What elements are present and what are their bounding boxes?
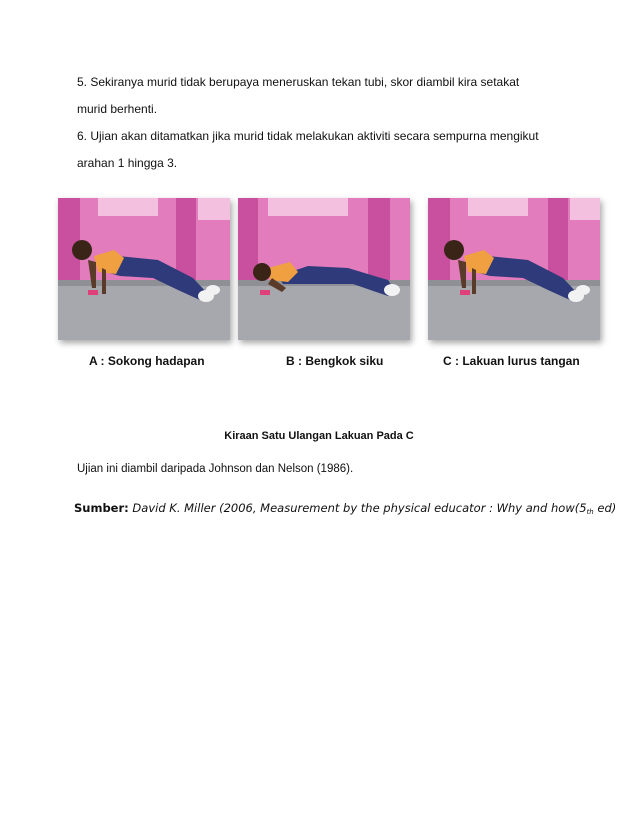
reference-line: Ujian ini diambil daripada Johnson dan Nelson (1986). <box>77 463 354 475</box>
photo-a-front-support <box>58 198 230 340</box>
source-label: Sumber: <box>74 501 129 515</box>
source-text-end: ed) <box>593 501 617 515</box>
instruction-5-line1: 5. Sekiranya murid tidak berupaya meneruskan tekan tubi, skor diambil kira setakat <box>77 75 520 89</box>
section-title: Kiraan Satu Ulangan Lakuan Pada C <box>224 430 414 442</box>
instruction-6-line2: arahan 1 hingga 3. <box>77 156 178 170</box>
caption-b: B : Bengkok siku <box>286 354 384 368</box>
source-superscript: th <box>586 508 594 516</box>
photo-b-elbow-bend <box>238 198 410 340</box>
caption-a: A : Sokong hadapan <box>89 354 205 368</box>
instruction-6-line1: 6. Ujian akan ditamatkan jika murid tidak melakukan aktiviti secara sempurna mengikut <box>77 129 539 143</box>
instruction-5-line2: murid berhenti. <box>77 102 158 116</box>
source-citation <box>74 501 616 516</box>
caption-c: C : Lakuan lurus tangan <box>443 354 580 368</box>
photo-c-straight-arms <box>428 198 600 340</box>
source-text: David K. Miller (2006, Measurement by the physical educator : Why and how(5 <box>132 501 587 515</box>
